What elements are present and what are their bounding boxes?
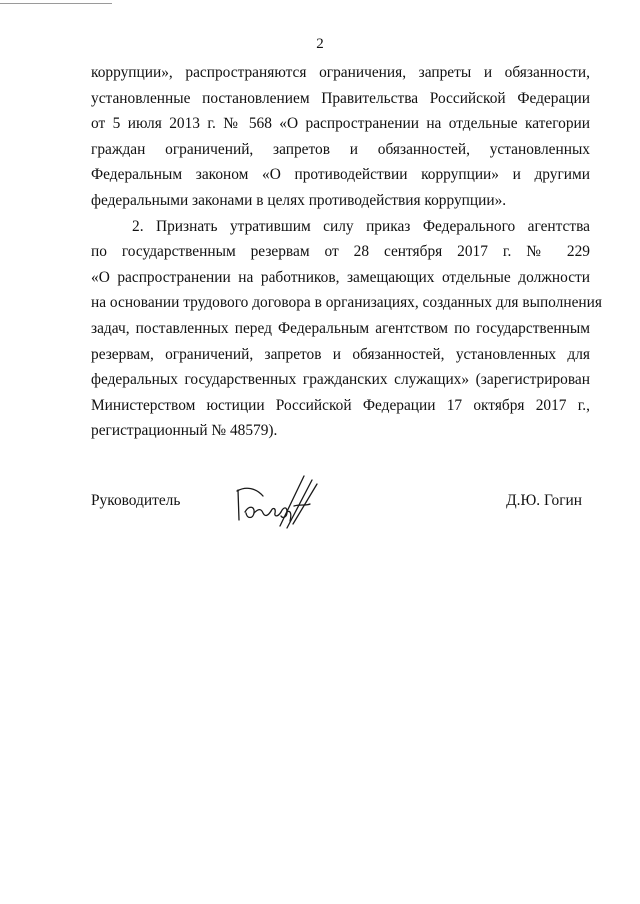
- text-line: федеральных государственных гражданских служащих» (зарегистрирован: [91, 371, 590, 389]
- text-line: 2. Признать утратившим силу приказ Федерального агентства: [132, 217, 590, 235]
- text-line: федеральными законами в целях противодействия коррупции».: [91, 191, 507, 209]
- text-line: коррупции», распространяются ограничения, запреты и обязанности,: [91, 64, 590, 81]
- text-line: Федеральным законом «О противодействии коррупции» и другими: [91, 166, 590, 184]
- text-line: «О распространении на работников, замещающих отдельные должности: [91, 268, 590, 286]
- scan-edge-line: [0, 3, 112, 4]
- handwritten-signature: [232, 466, 322, 538]
- paragraph-2: [91, 214, 602, 444]
- text-line: резервам, ограничений, запретов и обязанностей, установленных для: [91, 345, 590, 363]
- document-body: [91, 60, 602, 444]
- text-line: граждан ограничений, запретов и обязанностей, установленных: [91, 140, 590, 158]
- text-line: задач, поставленных перед Федеральным агентством по государственным: [91, 319, 590, 337]
- signer-name: Д.Ю. Гогин: [506, 492, 582, 509]
- text-line: Министерством юстиции Российской Федерации 17 октября 2017 г.,: [91, 396, 590, 414]
- signer-position: Руководитель: [91, 492, 181, 509]
- paragraph-1: [91, 60, 590, 214]
- text-line: от 5 июля 2013 г. № 568 «О распространении на отдельные категории: [91, 115, 590, 133]
- text-line: регистрационный № 48579).: [91, 422, 278, 440]
- text-line: на основании трудового договора в организациях, созданных для выполнения: [91, 294, 602, 312]
- text-line: установленные постановлением Правительства Российской Федерации: [91, 89, 590, 107]
- text-line: по государственным резервам от 28 сентября 2017 г. № 229: [91, 243, 590, 261]
- page-number: 2: [316, 36, 324, 52]
